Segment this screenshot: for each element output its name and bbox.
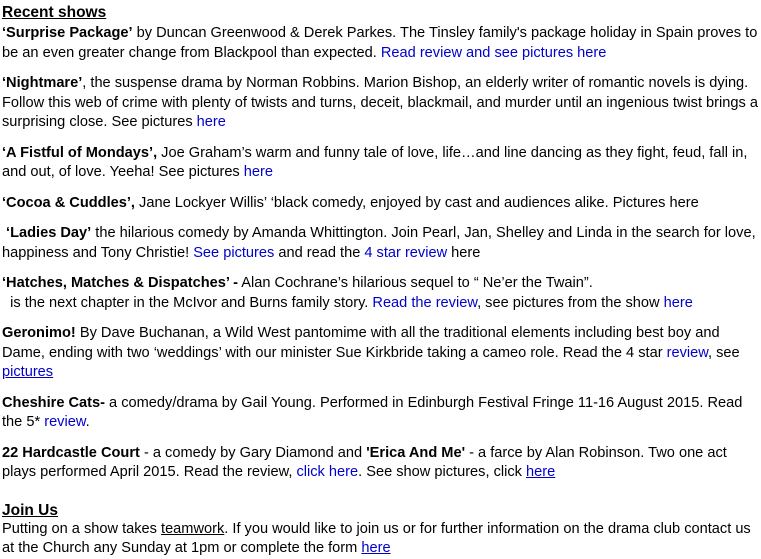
show-title: ‘Nightmare’ bbox=[2, 75, 83, 91]
review-link[interactable]: review bbox=[666, 344, 708, 361]
show-description: - a comedy by Gary Diamond and bbox=[139, 444, 367, 461]
pictures-link[interactable]: See pictures bbox=[193, 244, 275, 261]
show-title: ‘Cocoa & Cuddles’, bbox=[2, 194, 135, 211]
show-nightmare bbox=[2, 74, 759, 133]
pictures-link[interactable]: pictures bbox=[2, 364, 54, 380]
review-link[interactable]: review bbox=[44, 414, 86, 430]
show-description: , the suspense drama by Norman Robbins. Marion Bishop, an elderly writer of romantic novels is dying. Follow this web of crime with plenty of twists and turns, deceit, blackmail, and murder until an ingenious twist brings a surprising close. See pictures bbox=[2, 75, 758, 130]
join-us-heading: Join Us bbox=[2, 501, 58, 519]
join-text: Putting on a show takes bbox=[2, 520, 162, 537]
join-text: . If you would like to join us or for further information on the drama club contact us at the Church any Sunday at 1pm or complete the form bbox=[2, 520, 751, 556]
teamwork-text: teamwork bbox=[161, 520, 225, 537]
show-description: a comedy/drama by Gail Young. Performed in Edinburgh Festival Fringe 11-16 August 2015. Read the 5* bbox=[2, 394, 743, 430]
show-title: Geronimo! bbox=[2, 325, 76, 341]
review-link[interactable]: 4 star review bbox=[364, 244, 448, 261]
show-hardcastle-court bbox=[2, 444, 759, 483]
show-text: , see pictures from the show bbox=[477, 294, 664, 311]
show-cocoa-cuddles bbox=[2, 194, 759, 214]
show-title: 22 Hardcastle Court bbox=[2, 444, 140, 461]
show-text: is the next chapter in the McIvor and Burns family story. bbox=[2, 294, 373, 311]
show-text: - a farce by Alan Robinson. Two one act plays performed April 2015. Read the review, bbox=[2, 444, 727, 480]
show-description: Joe Graham’s warm and funny tale of love, life…and line dancing as they fight, feud, fall in, and out, of love. Yeeha! See pictures bbox=[2, 144, 748, 180]
review-link[interactable]: click here bbox=[296, 464, 359, 480]
show-text: . bbox=[85, 414, 90, 430]
show-description: Jane Lockyer Willis’ ‘black comedy, enjoyed by cast and audiences alike. Pictures here bbox=[134, 194, 699, 211]
review-pictures-link[interactable]: Read review and see pictures here bbox=[380, 44, 607, 61]
show-hatches-matches bbox=[2, 274, 759, 313]
review-link[interactable]: Read the review bbox=[372, 294, 478, 311]
show-title: ‘Hatches, Matches & Dispatches’ - bbox=[2, 275, 239, 291]
recent-shows-heading: Recent shows bbox=[2, 4, 107, 21]
pictures-link[interactable]: here bbox=[196, 114, 226, 130]
show-title-2: 'Erica And Me' bbox=[366, 444, 466, 461]
show-description: By Dave Buchanan, a Wild West pantomime with all the traditional elements including best boy and Dame, ending with two ‘weddings’ with our minister Sue Kirkbride taking a cameo role. Read the 4 star bbox=[2, 325, 720, 361]
show-text: . See show pictures, click bbox=[358, 464, 527, 480]
show-text: , see bbox=[707, 344, 740, 361]
show-cheshire-cats bbox=[2, 394, 759, 433]
show-ladies-day bbox=[2, 224, 759, 263]
pictures-link[interactable]: here bbox=[526, 464, 556, 480]
show-geronimo bbox=[2, 324, 759, 383]
pictures-link[interactable]: here bbox=[663, 294, 693, 311]
show-surprise-package bbox=[2, 24, 759, 63]
pictures-link[interactable]: here bbox=[243, 164, 274, 180]
form-link[interactable]: here bbox=[361, 540, 391, 556]
show-text: here bbox=[447, 244, 481, 261]
join-us-text bbox=[2, 520, 759, 559]
show-fistful-of-mondays bbox=[2, 144, 759, 183]
show-title: ‘A Fistful of Mondays’, bbox=[2, 144, 158, 161]
show-description: by Duncan Greenwood & Derek Parkes. The Tinsley family's package holiday in Spain proves to be an even greater change from Blackpool than expected. bbox=[2, 25, 758, 61]
show-title: ‘Ladies Day’ bbox=[2, 225, 92, 241]
show-title: ‘Surprise Package’ bbox=[2, 25, 133, 41]
show-title: Cheshire Cats- bbox=[2, 394, 105, 411]
show-description: Alan Cochrane’s hilarious sequel to “ Ne’er the Twain”. bbox=[238, 275, 593, 291]
show-description: the hilarious comedy by Amanda Whittington. Join Pearl, Jan, Shelley and Linda in the search for love, happiness and Tony Christie! bbox=[2, 225, 756, 261]
show-text: and read the bbox=[274, 244, 365, 261]
